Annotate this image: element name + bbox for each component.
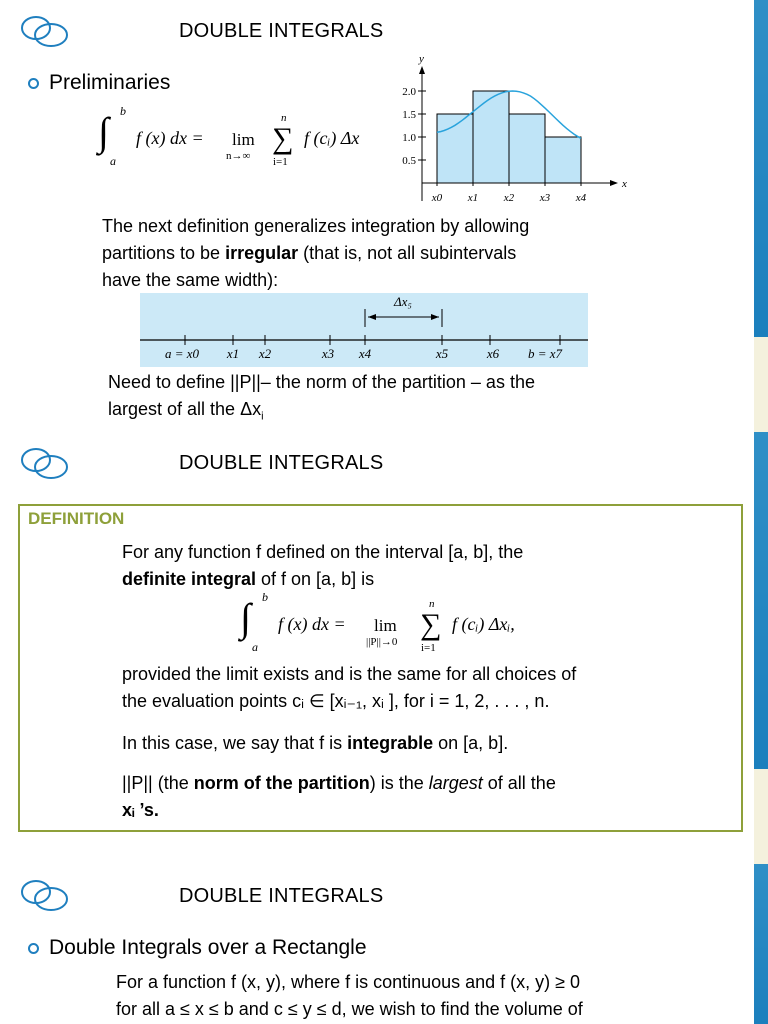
chart-bar	[545, 137, 581, 183]
sum-bottom: i=1	[421, 642, 436, 654]
x-tick-label: x4	[575, 192, 587, 204]
def-line: For any function f defined on the interval [a, b], the	[122, 542, 524, 562]
lim-sub: n→∞	[226, 150, 251, 162]
chart-bar	[509, 114, 545, 183]
integrand: f (x) dx =	[278, 614, 346, 634]
bullet-text: Preliminaries	[49, 71, 171, 94]
para-line: The next definition generalizes integration by allowing	[102, 216, 530, 236]
sum-top: n	[429, 598, 435, 610]
lower-limit: a	[110, 154, 116, 168]
sidebar-accent	[754, 432, 768, 864]
chart-bar	[473, 91, 509, 183]
bullet-text: Double Integrals over a Rectangle	[49, 936, 367, 959]
x-tick-label: x2	[503, 192, 515, 204]
partition-label: b = x7	[527, 346, 563, 361]
summand: f (cᵢ) Δx	[304, 128, 360, 148]
partition-label: a = x0	[164, 346, 200, 361]
y-tick-label: 2.0	[402, 86, 416, 98]
integral-sign: ∫	[98, 109, 109, 154]
sum-bottom: i=1	[273, 156, 288, 168]
norm-line: largest of all the $\Delta x_i$	[108, 399, 264, 423]
circle-bullet-icon	[28, 78, 39, 89]
rings-icon	[18, 446, 72, 480]
para-line: partitions to be irregular (that is, not all subintervals	[102, 243, 517, 263]
def-line: the evaluation points cᵢ ∈ [xᵢ₋₁, xᵢ ], for i = 1, 2, . . . , n.	[122, 691, 550, 711]
upper-limit: b	[120, 104, 126, 118]
x-tick-label: x0	[431, 192, 443, 204]
partition-label: x4	[358, 346, 372, 361]
bullet-preliminaries	[28, 71, 170, 95]
y-axis-label: y	[419, 53, 424, 65]
y-axis-arrow	[419, 66, 425, 74]
def-line: definite integral of f on [a, b] is	[122, 569, 375, 589]
norm-line: Need to define ||P||– the norm of the partition – as the	[108, 372, 535, 392]
partition-label: x2	[258, 346, 272, 361]
sidebar-accent	[754, 864, 768, 1024]
sum-top: n	[281, 112, 287, 124]
page-title: DOUBLE INTEGRALS	[179, 20, 384, 42]
para-line: have the same width):	[102, 270, 279, 290]
sigma: ∑	[420, 608, 442, 641]
y-tick-label: 1.0	[402, 132, 416, 144]
lim: lim	[374, 616, 397, 635]
integral-sign: ∫	[240, 595, 251, 640]
circle-bullet-icon	[28, 943, 39, 954]
integrand: f (x) dx =	[136, 128, 204, 148]
slide-3	[0, 864, 768, 1024]
def-line: In this case, we say that f is integrable on [a, b].	[122, 733, 509, 753]
sigma: ∑	[272, 122, 294, 155]
x-axis-label: x	[622, 178, 627, 190]
partition-label: x5	[435, 346, 449, 361]
para-line: For a function f (x, y), where f is continuous and f (x, y) ≥ 0	[116, 972, 581, 992]
para-line: for all a ≤ x ≤ b and c ≤ y ≤ d, we wish to find the volume of	[116, 999, 583, 1019]
sidebar-accent	[754, 0, 768, 432]
page-title: DOUBLE INTEGRALS	[179, 885, 384, 907]
riemann-chart	[390, 50, 627, 208]
def-line: ||P|| (the norm of the partition) is the largest of all the	[122, 773, 556, 793]
x-axis-arrow	[610, 180, 618, 186]
partition-label: x6	[486, 346, 500, 361]
norm-paragraph	[108, 369, 535, 431]
rings-icon	[18, 878, 72, 912]
x-tick-label: x3	[539, 192, 551, 204]
lim: lim	[232, 130, 255, 149]
slide-2	[0, 432, 768, 864]
rectangle-paragraph	[116, 969, 583, 1023]
lim-sub: ||P||→0	[366, 636, 398, 648]
upper-limit: b	[262, 590, 268, 604]
def-line: provided the limit exists and is the same for all choices of	[122, 664, 577, 684]
lower-limit: a	[252, 640, 258, 654]
def-line: xᵢ ’s.	[122, 800, 159, 820]
partition-diagram	[140, 293, 588, 367]
rings-icon	[18, 14, 72, 48]
page-title: DOUBLE INTEGRALS	[179, 452, 384, 474]
partition-label: x3	[321, 346, 335, 361]
summand: f (cᵢ) Δxᵢ,	[452, 614, 515, 634]
y-tick-label: 1.5	[402, 109, 416, 121]
bullet-double-integrals	[28, 936, 367, 960]
definition-label: DEFINITION	[28, 509, 125, 528]
definite-integral-formula	[240, 590, 540, 660]
intro-paragraph	[102, 213, 529, 294]
x-tick-label: x1	[467, 192, 479, 204]
partition-label: x1	[226, 346, 240, 361]
definition-box	[18, 504, 743, 832]
slide-1	[0, 0, 768, 432]
riemann-formula	[98, 104, 388, 170]
chart-bar	[437, 114, 473, 183]
delta-x5-label: Δx₅	[394, 294, 412, 309]
y-tick-label: 0.5	[402, 155, 416, 167]
